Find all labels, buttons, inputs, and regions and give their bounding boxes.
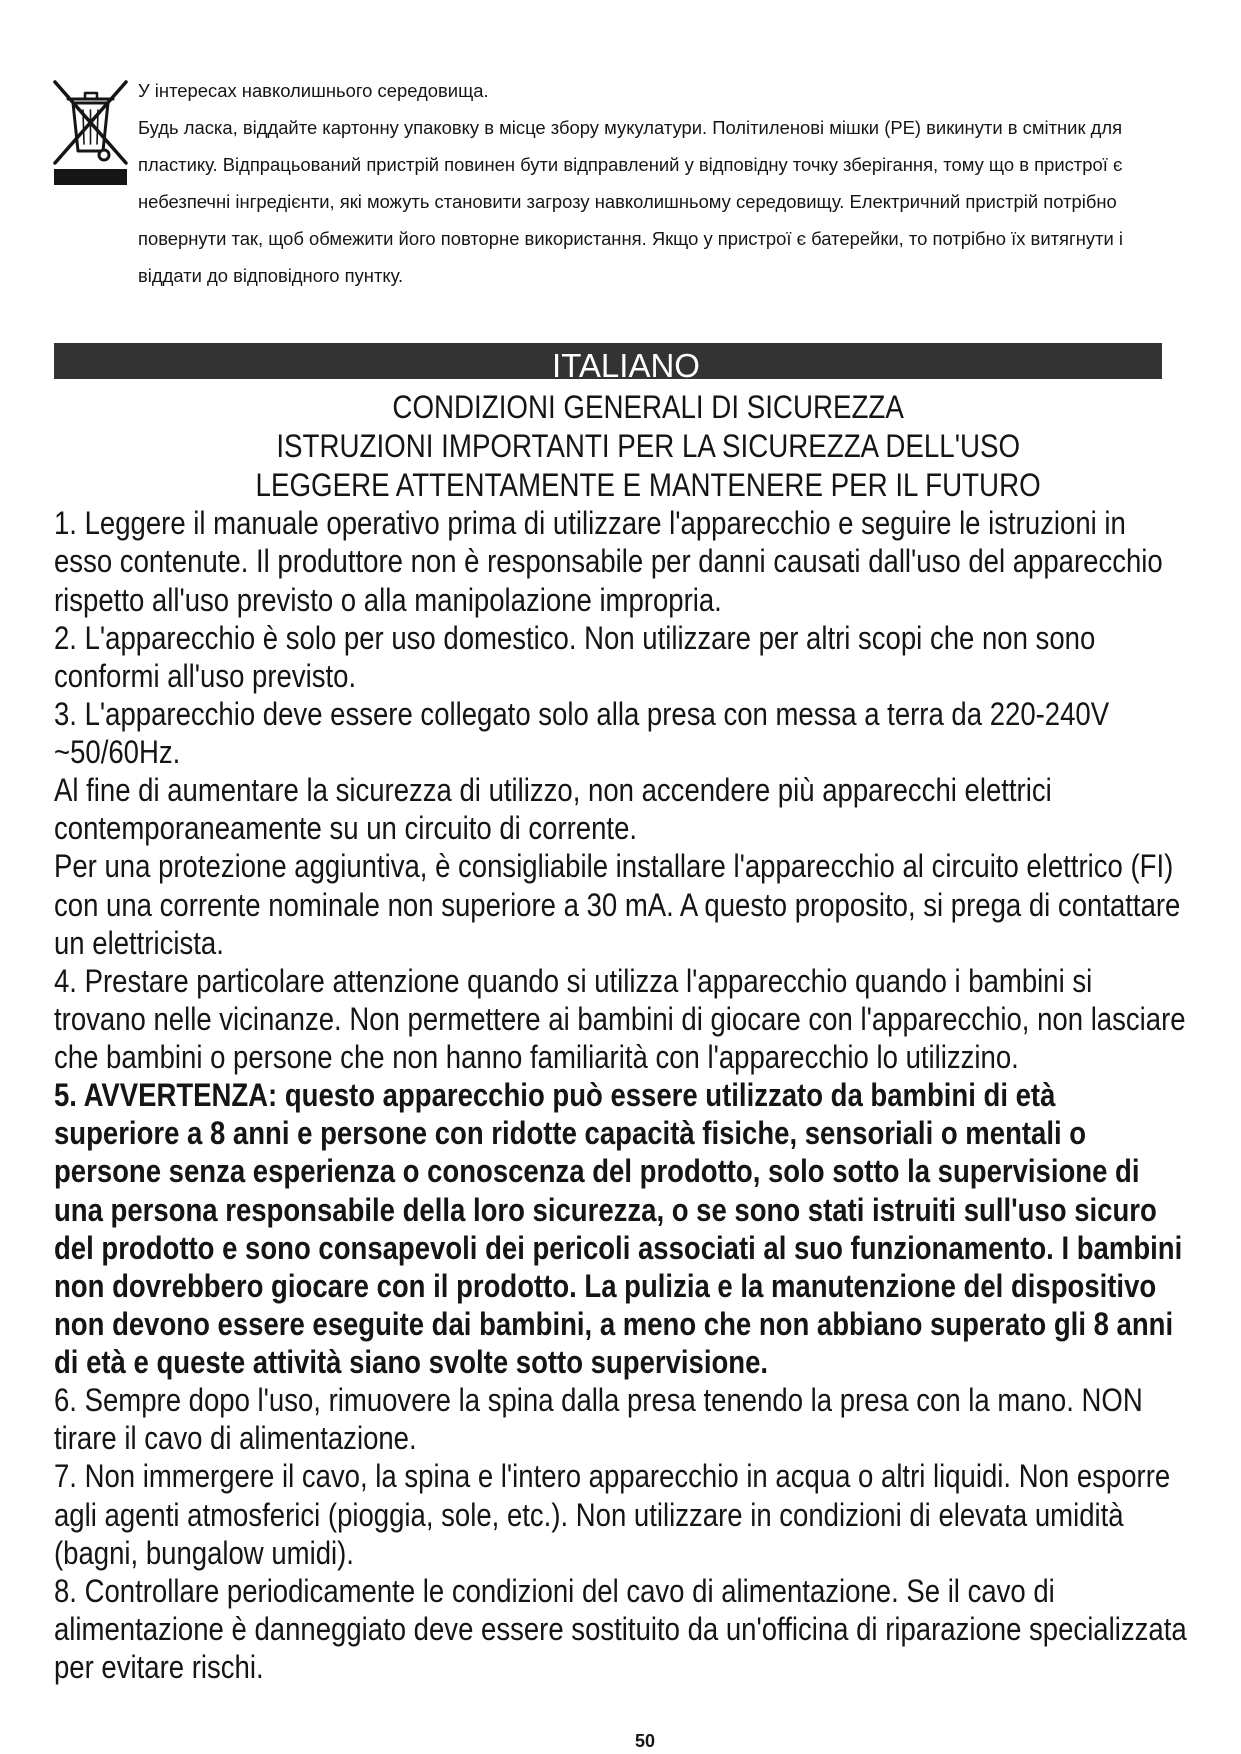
page-number: 50 bbox=[634, 1731, 656, 1751]
instruction-line: 6. Sempre dopo l'uso, rimuovere la spina dalla presa tenendo la presa con la mano. NON bbox=[54, 1382, 1143, 1419]
instruction-line: contemporaneamente su un circuito di corrente. bbox=[54, 810, 638, 847]
warning-line: di età e queste attività siano svolte sotto supervisione. bbox=[54, 1344, 769, 1381]
instruction-line: ~50/60Hz. bbox=[54, 734, 181, 771]
heading-important-instructions: ISTRUZIONI IMPORTANTI PER LA SICUREZZA DELL'USO bbox=[276, 428, 1020, 464]
instruction-line: conformi all'uso previsto. bbox=[54, 657, 357, 694]
instruction-paragraph bbox=[54, 1572, 1194, 1686]
instruction-paragraph bbox=[54, 504, 1194, 618]
disposal-text-line: віддати до відповідного пунтку. bbox=[138, 266, 404, 286]
warning-line: non devono essere eseguite dai bambini, a meno che non abbiano superato gli 8 anni bbox=[54, 1305, 1174, 1342]
instruction-line: 8. Controllare periodicamente le condizioni del cavo di alimentazione. Se il cavo di bbox=[54, 1572, 1055, 1609]
instruction-paragraph bbox=[54, 619, 1194, 695]
instruction-line: rispetto all'uso previsto o alla manipolazione impropria. bbox=[54, 581, 722, 618]
instruction-line: esso contenute. Il produttore non è responsabile per danni causati dall'uso del apparecchio bbox=[54, 543, 1163, 580]
warning-line: persone senza esperienza o conoscenza del prodotto, solo sotto la supervisione di bbox=[54, 1153, 1140, 1190]
instruction-line: agli agenti atmosferici (pioggia, sole, etc.). Non utilizzare in condizioni di elevata umidità bbox=[54, 1496, 1124, 1533]
safety-headings bbox=[60, 388, 1236, 505]
instruction-line: 2. L'apparecchio è solo per uso domestico. Non utilizzare per altri scopi che non sono bbox=[54, 619, 1096, 656]
warning-line: non dovrebbero giocare con il prodotto. La pulizia e la manutenzione del dispositivo bbox=[54, 1267, 1157, 1304]
instruction-line: 7. Non immergere il cavo, la spina e l'intero apparecchio in acqua o altri liquidi. Non esporre bbox=[54, 1458, 1171, 1495]
instruction-line: Al fine di aumentare la sicurezza di utilizzo, non accendere più apparecchi elettrici bbox=[54, 772, 1052, 809]
disposal-text-line: пластику. Відпрацьований пристрій повинен бути відправлений у відповідну точку зберігання, тому що в пристрої є bbox=[138, 155, 1123, 175]
instruction-paragraph bbox=[54, 695, 1194, 771]
instruction-line: 4. Prestare particolare attenzione quando si utilizza l'apparecchio quando i bambini si bbox=[54, 962, 1093, 999]
heading-read-carefully: LEGGERE ATTENTAMENTE E MANTENERE PER IL FUTURO bbox=[255, 467, 1041, 503]
disposal-text-line: У інтересах навколишнього середовища. bbox=[138, 81, 489, 101]
section-header-bar bbox=[54, 343, 1162, 384]
section-title: ITALIANO bbox=[552, 347, 700, 384]
instruction-line: un elettricista. bbox=[54, 924, 224, 961]
instruction-line: 3. L'apparecchio deve essere collegato solo alla presa con messa a terra da 220-240V bbox=[54, 695, 1110, 732]
warning-paragraph bbox=[54, 1076, 1194, 1381]
instruction-line: trovano nelle vicinanze. Non permettere ai bambini di giocare con l'apparecchio, non lasciare bbox=[54, 1000, 1186, 1037]
instruction-line: che bambini o persone che non hanno familiarità con l'apparecchio lo utilizzino. bbox=[54, 1039, 1019, 1076]
disposal-text-line: повернути так, щоб обмежити його повторне використання. Якщо у пристрої є батерейки, то потрібно їх витягнути і bbox=[138, 229, 1124, 249]
safety-instructions bbox=[54, 504, 1194, 1686]
warning-line: del prodotto e sono consapevoli dei pericoli associati al suo funzionamento. I bambini bbox=[54, 1229, 1183, 1266]
instruction-line: (bagni, bungalow umidi). bbox=[54, 1534, 354, 1571]
instruction-paragraph bbox=[54, 847, 1194, 961]
instruction-line: tirare il cavo di alimentazione. bbox=[54, 1420, 417, 1457]
disposal-notice bbox=[138, 73, 1138, 295]
instruction-paragraph bbox=[54, 1457, 1194, 1571]
warning-line: 5. AVVERTENZA: questo apparecchio può essere utilizzato da bambini di età bbox=[54, 1077, 1056, 1114]
instruction-line: con una corrente nominale non superiore a 30 mA. A questo proposito, si prega di contattare bbox=[54, 886, 1181, 923]
crossed-out-wheelie-bin-icon bbox=[52, 79, 129, 187]
warning-line: superiore a 8 anni e persone con ridotte capacità fisiche, sensoriali o mentali o bbox=[54, 1115, 1087, 1152]
instruction-line: alimentazione è danneggiato deve essere sostituito da un'officina di riparazione specializzata bbox=[54, 1610, 1187, 1647]
disposal-text-line: небезпечні інгредієнти, які можуть становити загрозу навколишньому середовищу. Електричний пристрій потрібно bbox=[138, 192, 1117, 212]
instruction-paragraph bbox=[54, 962, 1194, 1076]
instruction-paragraph bbox=[54, 771, 1194, 847]
instruction-line: 1. Leggere il manuale operativo prima di utilizzare l'apparecchio e seguire le istruzioni in bbox=[54, 505, 1126, 542]
disposal-text-line: Будь ласка, віддайте картонну упаковку в місце збору мукулатури. Політиленові мішки (PE) викинути в смітник для bbox=[138, 118, 1123, 138]
disposal-bar bbox=[54, 169, 127, 185]
instruction-line: per evitare rischi. bbox=[54, 1649, 264, 1686]
instruction-paragraph bbox=[54, 1381, 1194, 1457]
warning-line: una persona responsabile della loro sicurezza, o se sono stati istruiti sull'uso sicuro bbox=[54, 1191, 1157, 1228]
instruction-line: Per una protezione aggiuntiva, è consigliabile installare l'apparecchio al circuito elettrico (FI) bbox=[54, 848, 1174, 885]
heading-general-safety: CONDIZIONI GENERALI DI SICUREZZA bbox=[392, 389, 904, 425]
